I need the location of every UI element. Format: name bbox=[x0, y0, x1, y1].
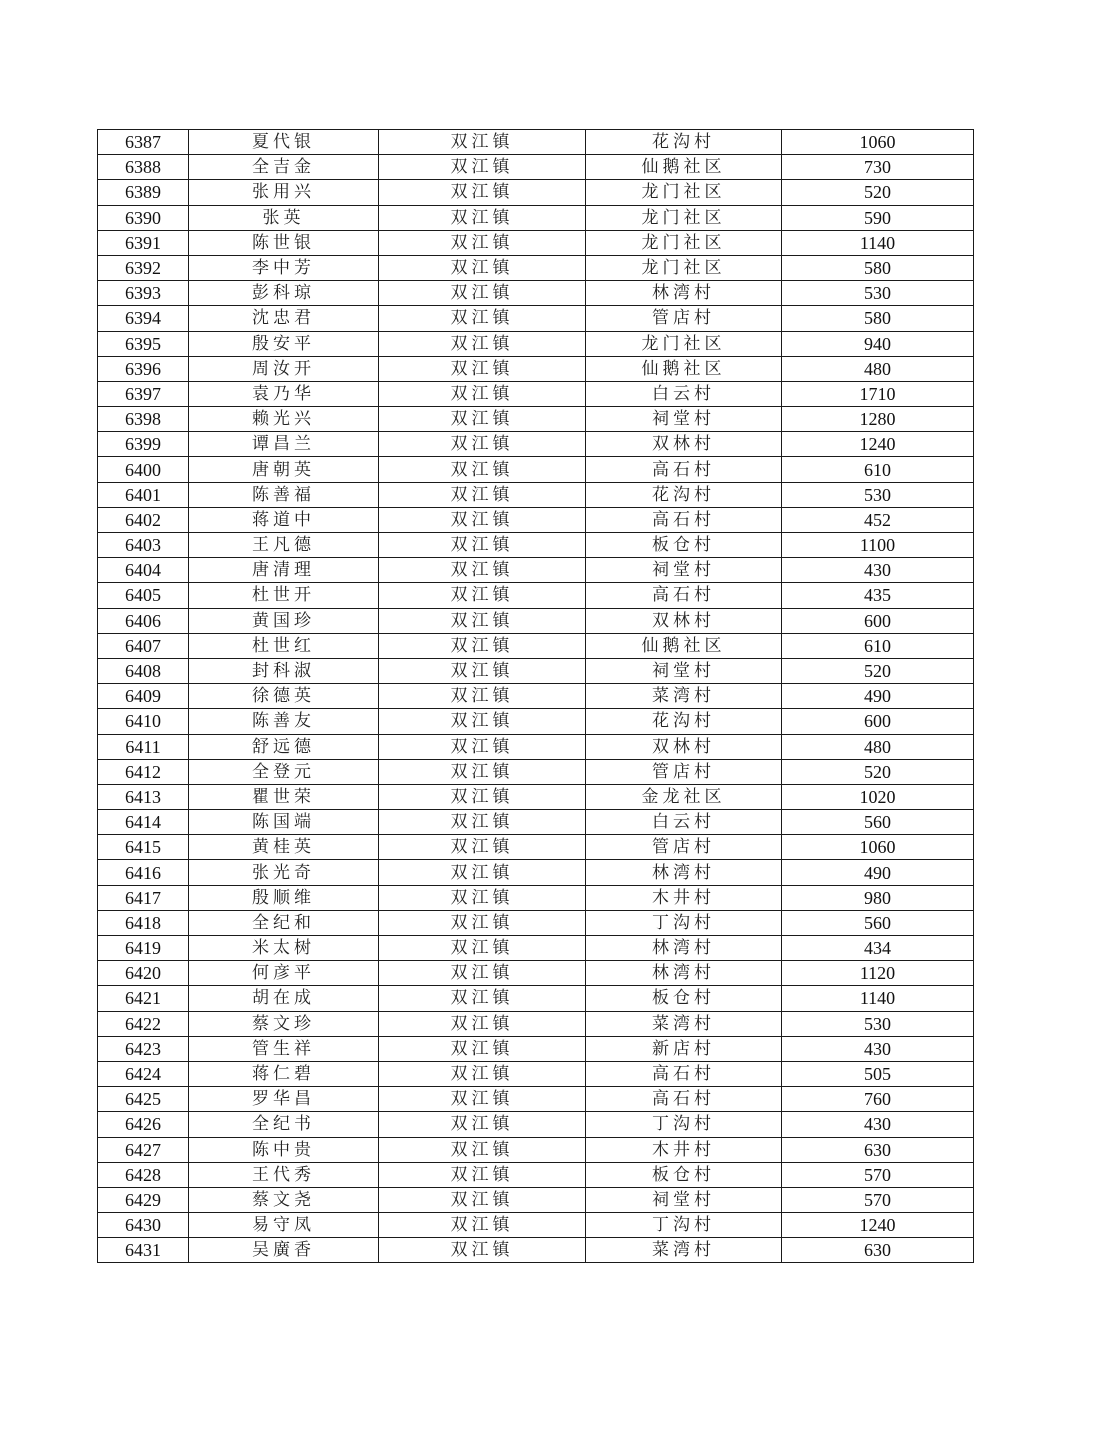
cell-town: 双江镇 bbox=[379, 381, 586, 406]
cell-person-name: 管生祥 bbox=[189, 1036, 379, 1061]
cell-town: 双江镇 bbox=[379, 810, 586, 835]
cell-amount: 1280 bbox=[782, 407, 974, 432]
cell-village: 菜湾村 bbox=[586, 1238, 782, 1263]
cell-town: 双江镇 bbox=[379, 936, 586, 961]
table-row bbox=[98, 130, 974, 155]
cell-village: 高石村 bbox=[586, 1087, 782, 1112]
cell-person-name: 袁乃华 bbox=[189, 381, 379, 406]
cell-village: 新店村 bbox=[586, 1036, 782, 1061]
cell-serial-number: 6416 bbox=[98, 860, 189, 885]
table-row bbox=[98, 709, 974, 734]
table-row bbox=[98, 407, 974, 432]
table-row bbox=[98, 331, 974, 356]
cell-person-name: 封科淑 bbox=[189, 658, 379, 683]
cell-village: 林湾村 bbox=[586, 281, 782, 306]
table-row bbox=[98, 1137, 974, 1162]
table-row bbox=[98, 381, 974, 406]
cell-town: 双江镇 bbox=[379, 684, 586, 709]
cell-amount: 530 bbox=[782, 482, 974, 507]
roster-table-body bbox=[98, 130, 974, 1263]
table-row bbox=[98, 784, 974, 809]
cell-amount: 480 bbox=[782, 734, 974, 759]
cell-serial-number: 6393 bbox=[98, 281, 189, 306]
cell-person-name: 蒋道中 bbox=[189, 507, 379, 532]
cell-village: 祠堂村 bbox=[586, 1187, 782, 1212]
table-row bbox=[98, 734, 974, 759]
table-row bbox=[98, 533, 974, 558]
cell-village: 金龙社区 bbox=[586, 784, 782, 809]
cell-serial-number: 6410 bbox=[98, 709, 189, 734]
cell-village: 龙门社区 bbox=[586, 180, 782, 205]
cell-serial-number: 6401 bbox=[98, 482, 189, 507]
cell-village: 林湾村 bbox=[586, 961, 782, 986]
cell-serial-number: 6426 bbox=[98, 1112, 189, 1137]
cell-serial-number: 6411 bbox=[98, 734, 189, 759]
cell-person-name: 黄国珍 bbox=[189, 608, 379, 633]
cell-amount: 560 bbox=[782, 810, 974, 835]
cell-town: 双江镇 bbox=[379, 1137, 586, 1162]
cell-person-name: 周汝开 bbox=[189, 356, 379, 381]
table-row bbox=[98, 936, 974, 961]
cell-amount: 1120 bbox=[782, 961, 974, 986]
cell-village: 龙门社区 bbox=[586, 205, 782, 230]
cell-serial-number: 6400 bbox=[98, 457, 189, 482]
table-row bbox=[98, 432, 974, 457]
cell-serial-number: 6414 bbox=[98, 810, 189, 835]
cell-person-name: 何彦平 bbox=[189, 961, 379, 986]
cell-person-name: 陈国端 bbox=[189, 810, 379, 835]
cell-serial-number: 6420 bbox=[98, 961, 189, 986]
cell-village: 木井村 bbox=[586, 885, 782, 910]
cell-serial-number: 6402 bbox=[98, 507, 189, 532]
cell-serial-number: 6428 bbox=[98, 1162, 189, 1187]
cell-village: 花沟村 bbox=[586, 482, 782, 507]
cell-person-name: 胡在成 bbox=[189, 986, 379, 1011]
cell-town: 双江镇 bbox=[379, 961, 586, 986]
table-row bbox=[98, 1112, 974, 1137]
cell-person-name: 唐清理 bbox=[189, 558, 379, 583]
cell-amount: 600 bbox=[782, 608, 974, 633]
table-row bbox=[98, 961, 974, 986]
cell-person-name: 王代秀 bbox=[189, 1162, 379, 1187]
cell-serial-number: 6397 bbox=[98, 381, 189, 406]
cell-village: 高石村 bbox=[586, 1061, 782, 1086]
cell-amount: 1710 bbox=[782, 381, 974, 406]
cell-person-name: 殷顺维 bbox=[189, 885, 379, 910]
cell-village: 祠堂村 bbox=[586, 658, 782, 683]
cell-person-name: 夏代银 bbox=[189, 130, 379, 155]
cell-town: 双江镇 bbox=[379, 331, 586, 356]
cell-serial-number: 6418 bbox=[98, 910, 189, 935]
cell-amount: 580 bbox=[782, 306, 974, 331]
cell-serial-number: 6409 bbox=[98, 684, 189, 709]
cell-village: 菜湾村 bbox=[586, 1011, 782, 1036]
cell-amount: 590 bbox=[782, 205, 974, 230]
table-row bbox=[98, 583, 974, 608]
cell-amount: 940 bbox=[782, 331, 974, 356]
table-row bbox=[98, 986, 974, 1011]
cell-town: 双江镇 bbox=[379, 507, 586, 532]
cell-town: 双江镇 bbox=[379, 407, 586, 432]
cell-serial-number: 6419 bbox=[98, 936, 189, 961]
cell-town: 双江镇 bbox=[379, 633, 586, 658]
cell-town: 双江镇 bbox=[379, 885, 586, 910]
cell-serial-number: 6398 bbox=[98, 407, 189, 432]
cell-person-name: 罗华昌 bbox=[189, 1087, 379, 1112]
cell-person-name: 陈世银 bbox=[189, 230, 379, 255]
cell-village: 管店村 bbox=[586, 306, 782, 331]
cell-village: 木井村 bbox=[586, 1137, 782, 1162]
cell-town: 双江镇 bbox=[379, 533, 586, 558]
cell-village: 仙鹅社区 bbox=[586, 633, 782, 658]
cell-serial-number: 6421 bbox=[98, 986, 189, 1011]
cell-serial-number: 6415 bbox=[98, 835, 189, 860]
cell-serial-number: 6404 bbox=[98, 558, 189, 583]
table-row bbox=[98, 633, 974, 658]
cell-village: 双林村 bbox=[586, 432, 782, 457]
cell-person-name: 蔡文尧 bbox=[189, 1187, 379, 1212]
cell-town: 双江镇 bbox=[379, 255, 586, 280]
cell-person-name: 米太树 bbox=[189, 936, 379, 961]
cell-village: 花沟村 bbox=[586, 709, 782, 734]
cell-town: 双江镇 bbox=[379, 835, 586, 860]
cell-amount: 630 bbox=[782, 1137, 974, 1162]
cell-serial-number: 6412 bbox=[98, 759, 189, 784]
table-row bbox=[98, 155, 974, 180]
cell-village: 管店村 bbox=[586, 835, 782, 860]
cell-village: 花沟村 bbox=[586, 130, 782, 155]
cell-amount: 530 bbox=[782, 281, 974, 306]
cell-town: 双江镇 bbox=[379, 759, 586, 784]
table-row bbox=[98, 205, 974, 230]
cell-person-name: 徐德英 bbox=[189, 684, 379, 709]
table-row bbox=[98, 860, 974, 885]
cell-town: 双江镇 bbox=[379, 608, 586, 633]
cell-person-name: 瞿世荣 bbox=[189, 784, 379, 809]
cell-amount: 610 bbox=[782, 457, 974, 482]
cell-town: 双江镇 bbox=[379, 482, 586, 507]
table-row bbox=[98, 810, 974, 835]
cell-person-name: 全纪书 bbox=[189, 1112, 379, 1137]
cell-town: 双江镇 bbox=[379, 432, 586, 457]
cell-village: 丁沟村 bbox=[586, 1112, 782, 1137]
cell-amount: 490 bbox=[782, 860, 974, 885]
cell-town: 双江镇 bbox=[379, 180, 586, 205]
cell-village: 丁沟村 bbox=[586, 1213, 782, 1238]
cell-amount: 1140 bbox=[782, 230, 974, 255]
cell-amount: 430 bbox=[782, 1036, 974, 1061]
table-row bbox=[98, 457, 974, 482]
cell-serial-number: 6396 bbox=[98, 356, 189, 381]
cell-amount: 452 bbox=[782, 507, 974, 532]
cell-town: 双江镇 bbox=[379, 1011, 586, 1036]
cell-serial-number: 6422 bbox=[98, 1011, 189, 1036]
cell-town: 双江镇 bbox=[379, 1238, 586, 1263]
cell-person-name: 舒远德 bbox=[189, 734, 379, 759]
cell-serial-number: 6387 bbox=[98, 130, 189, 155]
cell-person-name: 殷安平 bbox=[189, 331, 379, 356]
cell-amount: 570 bbox=[782, 1187, 974, 1212]
cell-serial-number: 6405 bbox=[98, 583, 189, 608]
cell-village: 龙门社区 bbox=[586, 331, 782, 356]
cell-amount: 430 bbox=[782, 558, 974, 583]
cell-serial-number: 6417 bbox=[98, 885, 189, 910]
cell-amount: 630 bbox=[782, 1238, 974, 1263]
cell-serial-number: 6429 bbox=[98, 1187, 189, 1212]
cell-amount: 434 bbox=[782, 936, 974, 961]
cell-person-name: 易守凤 bbox=[189, 1213, 379, 1238]
table-row bbox=[98, 255, 974, 280]
cell-village: 高石村 bbox=[586, 507, 782, 532]
table-row bbox=[98, 180, 974, 205]
cell-serial-number: 6423 bbox=[98, 1036, 189, 1061]
cell-person-name: 陈善友 bbox=[189, 709, 379, 734]
cell-town: 双江镇 bbox=[379, 356, 586, 381]
cell-village: 管店村 bbox=[586, 759, 782, 784]
cell-serial-number: 6430 bbox=[98, 1213, 189, 1238]
table-row bbox=[98, 482, 974, 507]
cell-village: 高石村 bbox=[586, 457, 782, 482]
cell-person-name: 杜世红 bbox=[189, 633, 379, 658]
cell-serial-number: 6388 bbox=[98, 155, 189, 180]
cell-amount: 610 bbox=[782, 633, 974, 658]
table-row bbox=[98, 684, 974, 709]
cell-village: 板仓村 bbox=[586, 1162, 782, 1187]
cell-amount: 430 bbox=[782, 1112, 974, 1137]
cell-amount: 760 bbox=[782, 1087, 974, 1112]
cell-town: 双江镇 bbox=[379, 1187, 586, 1212]
cell-person-name: 张英 bbox=[189, 205, 379, 230]
cell-serial-number: 6391 bbox=[98, 230, 189, 255]
cell-village: 白云村 bbox=[586, 381, 782, 406]
table-row bbox=[98, 230, 974, 255]
cell-amount: 980 bbox=[782, 885, 974, 910]
cell-town: 双江镇 bbox=[379, 130, 586, 155]
cell-town: 双江镇 bbox=[379, 583, 586, 608]
cell-amount: 1060 bbox=[782, 835, 974, 860]
cell-amount: 730 bbox=[782, 155, 974, 180]
cell-town: 双江镇 bbox=[379, 1112, 586, 1137]
cell-amount: 560 bbox=[782, 910, 974, 935]
cell-person-name: 全登元 bbox=[189, 759, 379, 784]
cell-amount: 505 bbox=[782, 1061, 974, 1086]
table-row bbox=[98, 885, 974, 910]
table-row bbox=[98, 1213, 974, 1238]
table-row bbox=[98, 1036, 974, 1061]
cell-village: 龙门社区 bbox=[586, 255, 782, 280]
cell-town: 双江镇 bbox=[379, 558, 586, 583]
table-row bbox=[98, 507, 974, 532]
cell-person-name: 蒋仁碧 bbox=[189, 1061, 379, 1086]
cell-person-name: 全吉金 bbox=[189, 155, 379, 180]
cell-village: 龙门社区 bbox=[586, 230, 782, 255]
roster-table bbox=[97, 129, 974, 1263]
cell-serial-number: 6406 bbox=[98, 608, 189, 633]
cell-town: 双江镇 bbox=[379, 910, 586, 935]
cell-serial-number: 6399 bbox=[98, 432, 189, 457]
cell-amount: 1020 bbox=[782, 784, 974, 809]
cell-serial-number: 6431 bbox=[98, 1238, 189, 1263]
cell-serial-number: 6389 bbox=[98, 180, 189, 205]
cell-amount: 520 bbox=[782, 180, 974, 205]
cell-amount: 1100 bbox=[782, 533, 974, 558]
cell-town: 双江镇 bbox=[379, 281, 586, 306]
cell-amount: 435 bbox=[782, 583, 974, 608]
cell-town: 双江镇 bbox=[379, 784, 586, 809]
cell-person-name: 沈忠君 bbox=[189, 306, 379, 331]
table-row bbox=[98, 1061, 974, 1086]
cell-amount: 1140 bbox=[782, 986, 974, 1011]
cell-person-name: 陈中贵 bbox=[189, 1137, 379, 1162]
cell-serial-number: 6390 bbox=[98, 205, 189, 230]
cell-town: 双江镇 bbox=[379, 709, 586, 734]
cell-amount: 1240 bbox=[782, 432, 974, 457]
cell-serial-number: 6392 bbox=[98, 255, 189, 280]
cell-amount: 490 bbox=[782, 684, 974, 709]
cell-amount: 580 bbox=[782, 255, 974, 280]
cell-person-name: 吴廣香 bbox=[189, 1238, 379, 1263]
cell-person-name: 黄桂英 bbox=[189, 835, 379, 860]
cell-village: 丁沟村 bbox=[586, 910, 782, 935]
cell-person-name: 彭科琼 bbox=[189, 281, 379, 306]
cell-serial-number: 6395 bbox=[98, 331, 189, 356]
cell-town: 双江镇 bbox=[379, 457, 586, 482]
cell-town: 双江镇 bbox=[379, 205, 586, 230]
cell-person-name: 王凡德 bbox=[189, 533, 379, 558]
table-row bbox=[98, 356, 974, 381]
cell-person-name: 张用兴 bbox=[189, 180, 379, 205]
cell-town: 双江镇 bbox=[379, 658, 586, 683]
cell-town: 双江镇 bbox=[379, 155, 586, 180]
table-row bbox=[98, 835, 974, 860]
cell-serial-number: 6394 bbox=[98, 306, 189, 331]
cell-village: 白云村 bbox=[586, 810, 782, 835]
cell-person-name: 谭昌兰 bbox=[189, 432, 379, 457]
cell-amount: 1060 bbox=[782, 130, 974, 155]
cell-village: 双林村 bbox=[586, 734, 782, 759]
cell-amount: 520 bbox=[782, 759, 974, 784]
cell-amount: 520 bbox=[782, 658, 974, 683]
cell-village: 仙鹅社区 bbox=[586, 155, 782, 180]
cell-town: 双江镇 bbox=[379, 230, 586, 255]
cell-serial-number: 6413 bbox=[98, 784, 189, 809]
cell-person-name: 杜世开 bbox=[189, 583, 379, 608]
cell-serial-number: 6427 bbox=[98, 1137, 189, 1162]
cell-town: 双江镇 bbox=[379, 1162, 586, 1187]
cell-town: 双江镇 bbox=[379, 1213, 586, 1238]
cell-amount: 1240 bbox=[782, 1213, 974, 1238]
cell-village: 高石村 bbox=[586, 583, 782, 608]
cell-village: 仙鹅社区 bbox=[586, 356, 782, 381]
cell-person-name: 蔡文珍 bbox=[189, 1011, 379, 1036]
cell-amount: 600 bbox=[782, 709, 974, 734]
cell-serial-number: 6424 bbox=[98, 1061, 189, 1086]
cell-village: 林湾村 bbox=[586, 860, 782, 885]
cell-village: 双林村 bbox=[586, 608, 782, 633]
cell-amount: 530 bbox=[782, 1011, 974, 1036]
cell-village: 菜湾村 bbox=[586, 684, 782, 709]
table-row bbox=[98, 306, 974, 331]
cell-serial-number: 6408 bbox=[98, 658, 189, 683]
cell-town: 双江镇 bbox=[379, 734, 586, 759]
cell-town: 双江镇 bbox=[379, 986, 586, 1011]
cell-amount: 570 bbox=[782, 1162, 974, 1187]
cell-town: 双江镇 bbox=[379, 1087, 586, 1112]
cell-person-name: 张光奇 bbox=[189, 860, 379, 885]
cell-town: 双江镇 bbox=[379, 1036, 586, 1061]
table-row bbox=[98, 1162, 974, 1187]
cell-town: 双江镇 bbox=[379, 1061, 586, 1086]
cell-village: 林湾村 bbox=[586, 936, 782, 961]
table-row bbox=[98, 558, 974, 583]
table-row bbox=[98, 910, 974, 935]
table-row bbox=[98, 1238, 974, 1263]
cell-person-name: 全纪和 bbox=[189, 910, 379, 935]
cell-serial-number: 6425 bbox=[98, 1087, 189, 1112]
cell-person-name: 李中芳 bbox=[189, 255, 379, 280]
cell-town: 双江镇 bbox=[379, 306, 586, 331]
cell-serial-number: 6407 bbox=[98, 633, 189, 658]
cell-serial-number: 6403 bbox=[98, 533, 189, 558]
cell-person-name: 唐朝英 bbox=[189, 457, 379, 482]
table-row bbox=[98, 1187, 974, 1212]
table-row bbox=[98, 1087, 974, 1112]
table-row bbox=[98, 658, 974, 683]
table-row bbox=[98, 1011, 974, 1036]
cell-village: 板仓村 bbox=[586, 533, 782, 558]
cell-person-name: 赖光兴 bbox=[189, 407, 379, 432]
cell-town: 双江镇 bbox=[379, 860, 586, 885]
cell-village: 祠堂村 bbox=[586, 558, 782, 583]
table-row bbox=[98, 281, 974, 306]
cell-person-name: 陈善福 bbox=[189, 482, 379, 507]
table-row bbox=[98, 608, 974, 633]
cell-village: 板仓村 bbox=[586, 986, 782, 1011]
table-row bbox=[98, 759, 974, 784]
cell-amount: 480 bbox=[782, 356, 974, 381]
cell-village: 祠堂村 bbox=[586, 407, 782, 432]
